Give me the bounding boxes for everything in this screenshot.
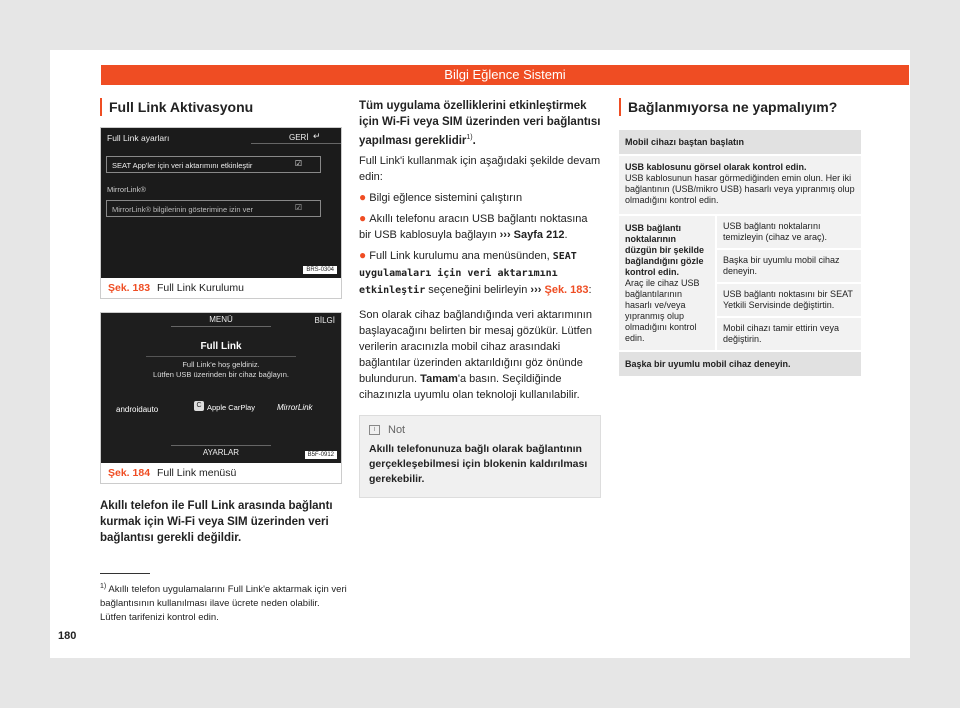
data-connection-required	[359, 98, 601, 149]
data-transfer-option-label: SEAT App'ler için veri aktarımını etkinleştir	[112, 161, 253, 170]
welcome-line-1: Full Link'e hoş geldiniz.	[182, 360, 260, 369]
row-title: USB bağlantı noktalarının düzgün bir şekilde bağlandığını gözle kontrol edin.	[625, 222, 705, 277]
back-area	[251, 128, 341, 144]
result-paragraph	[359, 307, 601, 403]
data-connection-text: Tüm uygulama özelliklerini etkinleştirmek için Wi-Fi veya SIM üzerinden veri bağlantısı yapılması gereklidir	[359, 100, 601, 147]
figure-caption	[101, 463, 341, 483]
mirrorlink-heading: MirrorLink®	[107, 185, 146, 194]
step-1-text: Bilgi eğlence sistemini çalıştırın	[369, 191, 523, 204]
checkbox-checked-icon: ☑	[294, 159, 302, 168]
divider	[146, 356, 296, 357]
settings-top-bar	[101, 128, 341, 148]
table-row: Başka bir uyumlu mobil cihaz deneyin.	[619, 352, 861, 376]
row-right-cells	[717, 216, 861, 350]
section-title-troubleshooting: Bağlanmıyorsa ne yapmalıyım?	[619, 98, 861, 116]
figure-code: BRS-0304	[303, 266, 337, 274]
column-1	[100, 98, 342, 546]
figure-number: Şek. 183	[108, 282, 151, 294]
bullet-icon: ●	[359, 210, 367, 225]
step-1	[359, 189, 601, 206]
table-cell: USB bağlantı noktalarını temizleyin (cihaz ve araç).	[717, 216, 861, 248]
note-text: Akıllı telefonunuza bağlı olarak bağlantının gerçekleşebilmesi için blokenin kaldırılması gerekebilir.	[369, 442, 588, 485]
column-2	[359, 98, 601, 498]
back-button[interactable]: GERİ	[289, 133, 309, 142]
footnote-ref: 1)	[466, 134, 473, 141]
step-3-text: Full Link kurulumu ana menüsünden,	[369, 249, 550, 262]
info-tab[interactable]: BİLGİ	[314, 316, 335, 325]
figure-183	[100, 127, 342, 299]
section-title-activation: Full Link Aktivasyonu	[100, 98, 342, 116]
period: .	[564, 228, 568, 241]
step-2	[359, 210, 601, 243]
back-arrow-icon: ↵	[313, 131, 321, 141]
troubleshooting-table	[619, 130, 861, 376]
footnote-divider	[100, 573, 150, 574]
full-link-settings-screen	[101, 128, 341, 278]
ok-label: Tamam	[420, 372, 458, 385]
mirrorlink-option[interactable]	[106, 200, 321, 217]
apple-carplay-button[interactable]: Apple CarPlay	[207, 403, 255, 412]
menu-label: MENÜ	[209, 315, 233, 324]
mirrorlink-button[interactable]: MirrorLink	[277, 403, 313, 412]
bullet-icon: ●	[359, 247, 367, 262]
settings-label: AYARLAR	[202, 448, 240, 457]
settings-tab[interactable]	[171, 445, 271, 459]
welcome-line-2: Lütfen USB üzerinden bir cihaz bağlayın.	[153, 370, 289, 379]
table-cell: Mobil cihazı tamir ettirin veya değiştirin.	[717, 318, 861, 350]
row-left-cell	[619, 216, 715, 350]
colon: :	[588, 283, 592, 296]
chapter-header: Bilgi Eğlence Sistemi	[101, 65, 909, 85]
figure-caption-text: Full Link menüsü	[156, 467, 237, 479]
table-cell: Başka bir uyumlu mobil cihaz deneyin.	[717, 250, 861, 282]
note-title: Not	[388, 423, 406, 436]
apple-carplay-icon: C	[194, 401, 204, 411]
data-transfer-option[interactable]	[106, 156, 321, 173]
note-header	[369, 424, 591, 436]
table-cell: USB bağlantı noktasını bir SEAT Yetkili Servisinde değiştirtin.	[717, 284, 861, 316]
full-link-title: Full Link	[200, 341, 242, 352]
table-row	[619, 216, 861, 350]
page-reference-link[interactable]: ››› Sayfa 212	[499, 228, 565, 241]
menu-option-name: SEAT uygulamaları için veri aktarımını etkinleştir	[359, 250, 577, 296]
footnote	[100, 580, 348, 625]
step-2-text: Akıllı telefonu aracın USB bağlantı noktasına bir USB kablosuyla bağlayın	[359, 212, 588, 241]
result-text-b: 'a basın. Seçildiğinde cihazınızla uyumlu olan teknoloji kullanılabilir.	[359, 372, 580, 401]
figure-184	[100, 312, 342, 484]
bullet-icon: ●	[359, 189, 367, 204]
table-row	[619, 156, 861, 214]
figure-caption-text: Full Link Kurulumu	[156, 282, 244, 294]
period: .	[472, 134, 476, 147]
row-text: Araç ile cihaz USB bağlantılarının hasarlı ve/veya yıpranmış olup olmadığını kontrol edin.	[625, 277, 700, 343]
footnote-mark: 1)	[100, 583, 107, 590]
figure-caption	[101, 278, 341, 298]
figure-code: B5F-0912	[305, 451, 337, 459]
reference-arrows: ›››	[530, 283, 542, 296]
footnote-text: Akıllı telefon uygulamalarını Full Link'e aktarmak için veri bağlantısının kullanılması ilave ücrete neden olabilir. Lütfen tarifenizi kontrol edin.	[100, 584, 347, 624]
page-number: 180	[58, 630, 77, 642]
figure-number: Şek. 184	[108, 467, 151, 479]
table-row: Mobil cihazı baştan başlatın	[619, 130, 861, 154]
row-text: USB kablosunun hasar görmediğinden emin olun. Her iki bağlantının (USB/mikro USB) hasarlı veya yıpranmış olup olmadığını kontrol edin.	[625, 173, 855, 205]
menu-tab[interactable]	[171, 313, 271, 327]
result-text: Son olarak cihaz bağlandığında veri aktarımının başlayacağını belirten bir mesaj gözükür. Lütfen verilerin aracınızla mobil cihaz arasındaki bağlantılar üzerinden aktarıldığını göz önünde bulundurun.	[359, 308, 592, 385]
step-3-text-b: seçeneğini belirleyin	[428, 283, 528, 296]
figure-reference-link[interactable]: Şek. 183	[544, 283, 589, 296]
note-icon: i	[369, 425, 380, 435]
mirrorlink-option-label: MirrorLink® bilgilerinin gösterimine izin ver	[112, 205, 253, 214]
step-3	[359, 247, 601, 299]
intro-text: Full Link'i kullanmak için aşağıdaki şekilde devam edin:	[359, 154, 601, 183]
full-link-menu-screen	[101, 313, 341, 463]
page	[50, 50, 910, 658]
note-box	[359, 415, 601, 498]
android-auto-button[interactable]: androidauto	[116, 405, 159, 414]
checkbox-checked-icon: ☑	[294, 203, 302, 212]
no-data-connection-note: Akıllı telefon ile Full Link arasında bağlantı kurmak için Wi-Fi veya SIM üzerinden veri bağlantısı gerekli değildir.	[100, 500, 333, 544]
row-title: USB kablosunu görsel olarak kontrol edin.	[625, 162, 807, 172]
column-3	[619, 98, 861, 378]
settings-screen-title: Full Link ayarları	[107, 133, 170, 143]
